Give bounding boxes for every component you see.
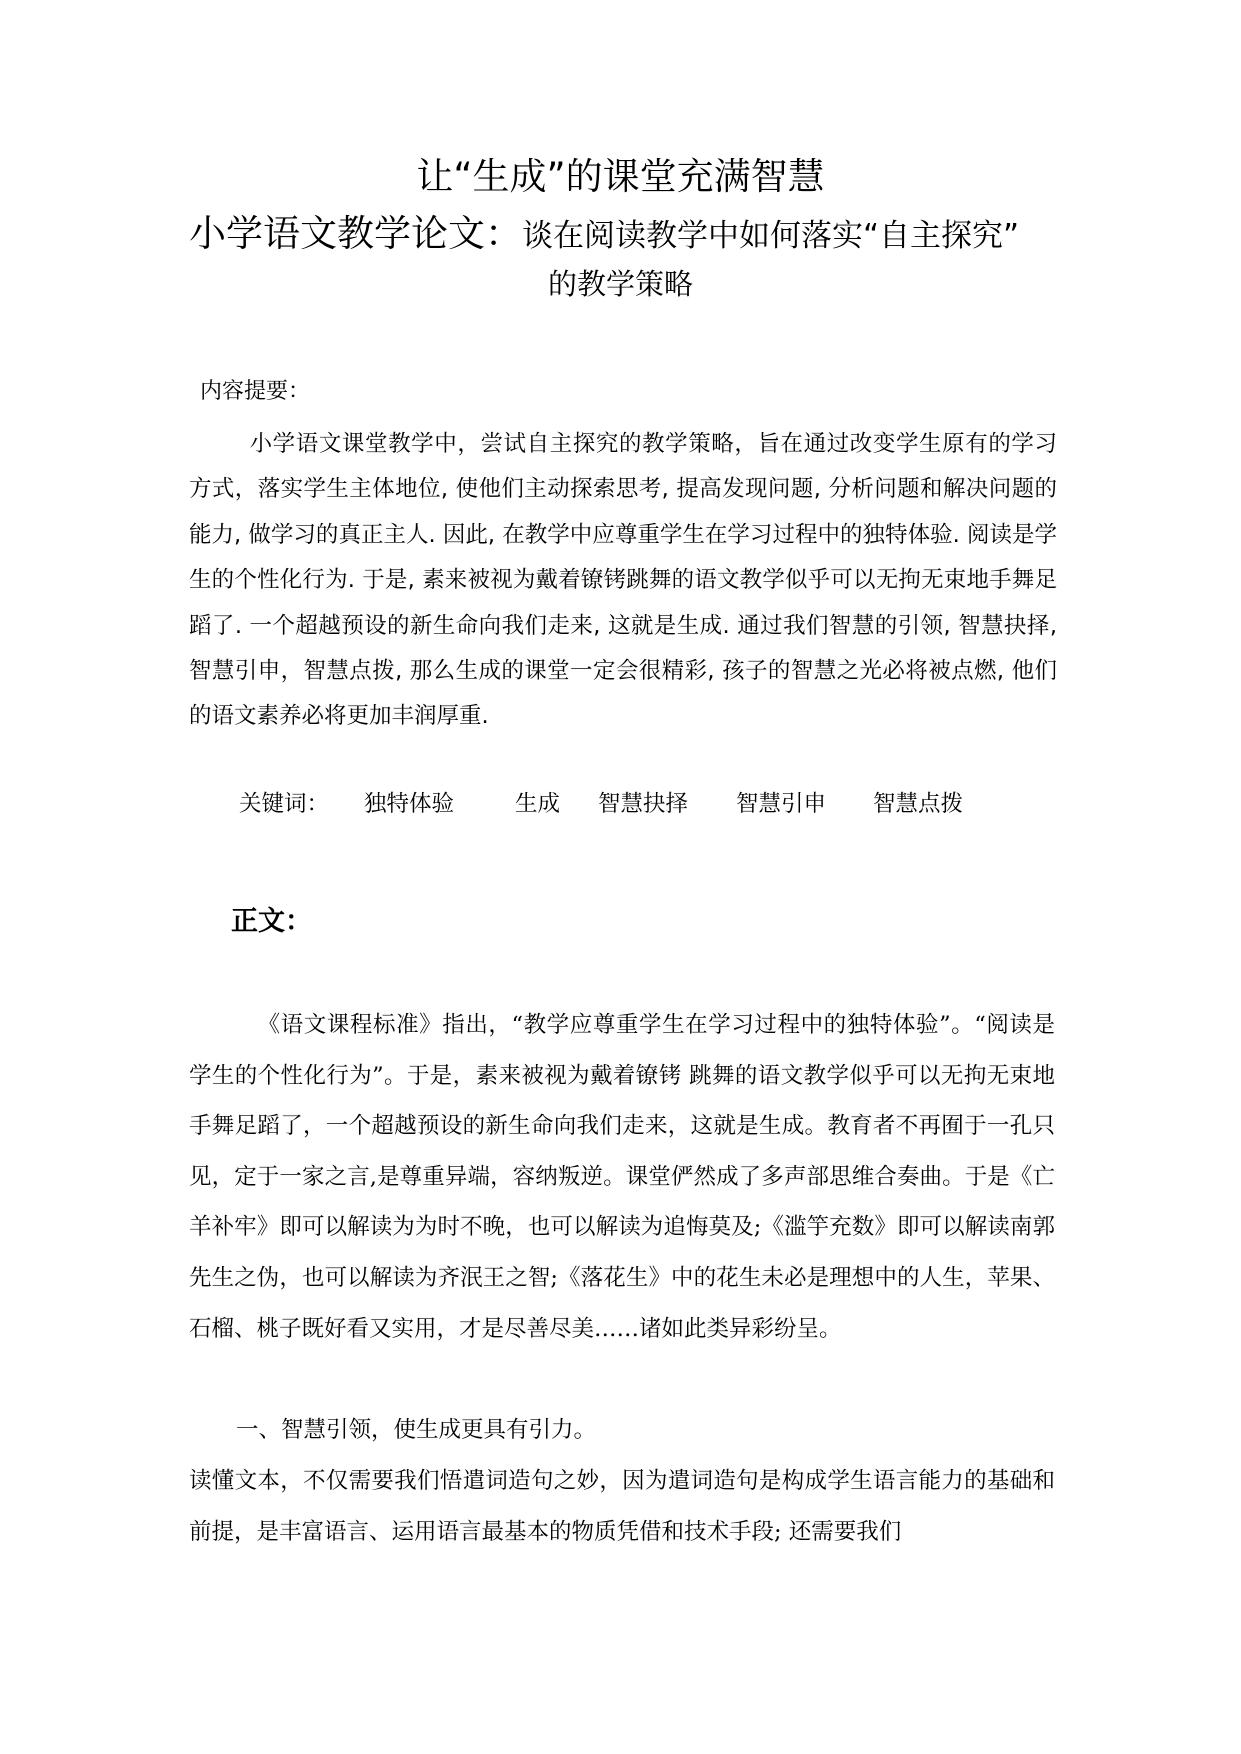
abstract-paragraph (189, 422, 1057, 740)
body-label: 正文： (231, 906, 312, 937)
keyword-item: 独特体验 (364, 791, 455, 817)
subtitle-line-2: 的教学策略 (547, 267, 693, 301)
body-paragraph (189, 1456, 1055, 1557)
keyword-item: 智慧点拨 (873, 791, 964, 817)
subtitle-main: 谈在阅读教学中如何落实“自主探究” (522, 218, 1020, 254)
keywords-label: 关键词： (239, 791, 330, 817)
keyword-item: 智慧抉择 (598, 791, 689, 817)
section-heading: 一、智慧引领，使生成更具有引力。 (236, 1417, 597, 1443)
document-subtitle (189, 208, 1069, 267)
body-paragraph (189, 1000, 1055, 1354)
keyword-item: 生成 (515, 791, 561, 817)
abstract-text: 小学语文课堂教学中，尝试自主探究的教学策略，旨在通过改变学生原有的学习方式，落实学生主体地位, 使他们主动探索思考, 提高发现问题, 分析问题和解决问题的能力, 做学习的真正主人. 因此, 在教学中应尊重学生在学习过程中的独特体验. 阅读是学生的个性化行为. 于是, 素来被视为戴着镣铐跳舞的语文教学似乎可以无拘无束地手舞足蹈了. 一个超越预设的新生命向我们走来, 这就是生成. 通过我们智慧的引领, 智慧抉择, 智慧引申，智慧点拨, 那么生成的课堂一定会很精彩, 孩子的智慧之光必将被点燃, 他们的语文素养必将更加丰润厚重. (189, 431, 1057, 730)
keyword-item: 智慧引申 (736, 791, 827, 817)
abstract-label: 内容提要： (200, 379, 311, 404)
subtitle-prefix: 小学语文教学论文： (189, 212, 522, 255)
body-paragraph-1-text: 《语文课程标准》指出，“教学应尊重学生在学习过程中的独特体验”。“阅读是学生的个性化行为”。于是，素来被视为戴着镣铐 跳舞的语文教学似乎可以无拘无束地手舞足蹈了，一个超越预设的新生命向我们走来，这就是生成。教育者不再囿于一孔只见，定于一家之言,是尊重异端，容纳叛逆。课堂俨然成了多声部思维合奏曲。于是《亡羊补牢》即可以解读为为时不晚，也可以解读为追悔莫及;《滥竽充数》即可以解读南郭先生之伪，也可以解读为齐泯王之智;《落花生》中的花生未必是理想中的人生，苹果、石榴、桃子既好看又实用，才是尽善尽美……诸如此类异彩纷呈。 (189, 1012, 1055, 1342)
document-title: 让“生成”的课堂充满智慧 (416, 155, 825, 198)
body-paragraph-2-text: 读懂文本，不仅需要我们悟遣词造句之妙，因为遣词造句是构成学生语言能力的基础和前提，是丰富语言、运用语言最基本的物质凭借和技术手段; 还需要我们 (189, 1468, 1055, 1545)
